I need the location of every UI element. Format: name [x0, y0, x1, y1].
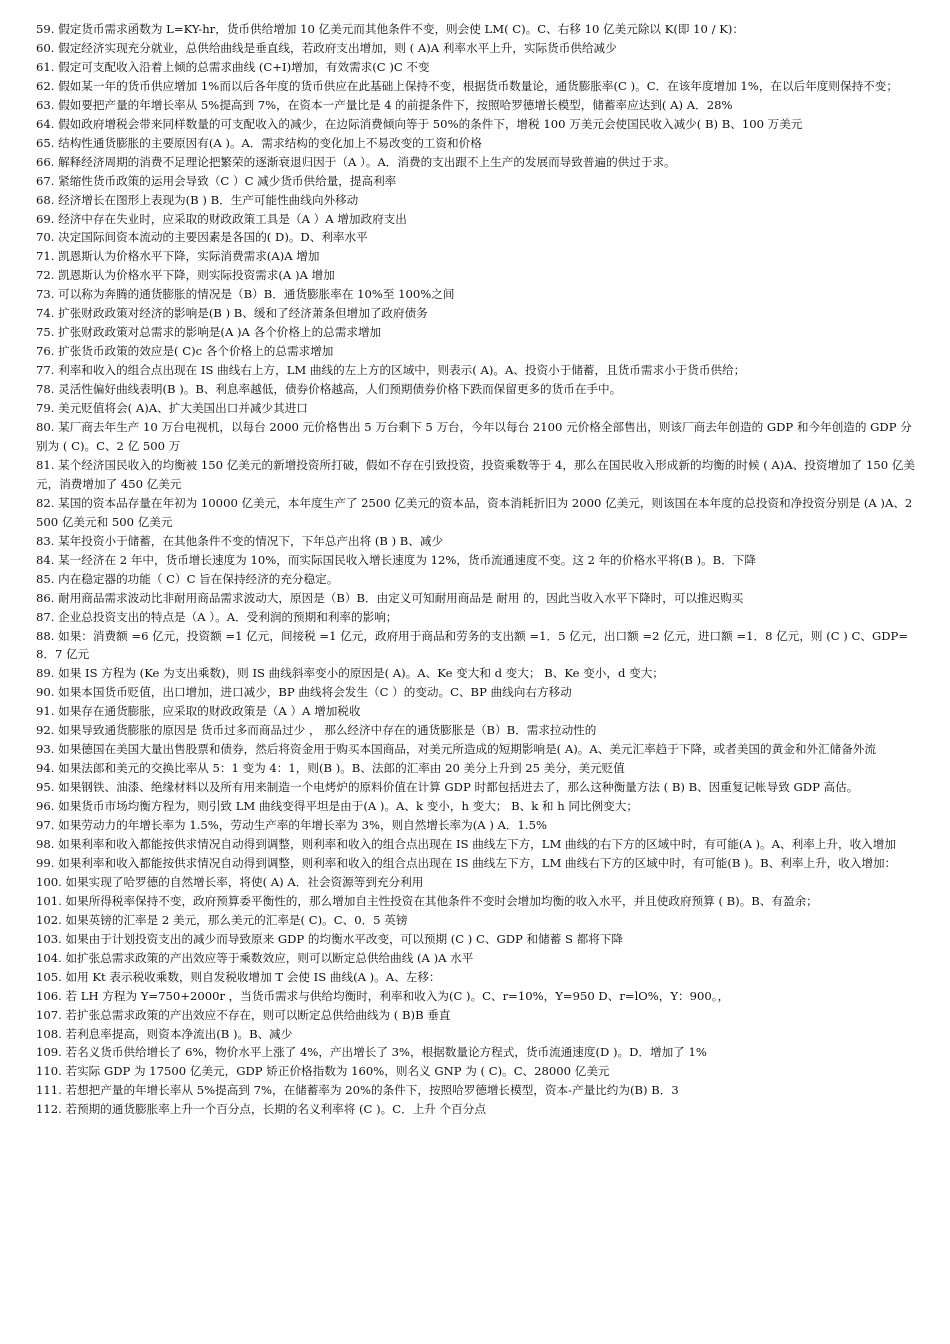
question-item: 80. 某厂商去年生产 10 万台电视机，以每台 2000 元价格售出 5 万台剩下 5 万台，今年以每台 2100 元价格全部售出，则该厂商去年创造的 GDP 和今年创造的 GDP 分别为 ( C)。C、2 亿 500 万 — [36, 420, 912, 453]
question-item: 105. 如用 Kt 表示税收乘数，则自发税收增加 T 会使 IS 曲线(A )。A、左移： — [36, 969, 441, 984]
question-item: 59. 假定货币需求函数为 L=KY-hr，货币供给增加 10 亿美元而其他条件不变，则会使 LM( C)。C、右移 10 亿美元除以 K(即 10 / K)： — [36, 22, 744, 36]
question-item: 75. 扩张财政政策对总需求的影响是(A )A 各个价格上的总需求增加 — [36, 325, 382, 340]
question-item: 69. 经济中存在失业时，应采取的财政政策工具是（A ）A 增加政府支出 — [36, 211, 407, 226]
question-item: 76. 扩张货币政策的效应是( C)c 各个价格上的总需求增加 — [36, 344, 334, 359]
question-item: 88. 如果：消费额 =6 亿元，投资额 =1 亿元，间接税 =1 亿元，政府用于商品和劳务的支出额 =1．5 亿元，出口额 =2 亿元，进口额 =1．8 亿元，则 (C ) C、GDP=8．7 亿元 — [36, 628, 909, 662]
question-item: 111. 若想把产量的年增长率从 5%提高到 7%，在储蓄率为 20%的条件下，按照哈罗德增长模型，资本-产量比约为(B) B．3 — [36, 1083, 679, 1098]
question-item: 83. 某年投资小于储蓄，在其他条件不变的情况下，下年总产出将 (B ) B、减少 — [36, 533, 444, 548]
question-item: 78. 灵活性偏好曲线表明(B )。B、利息率越低，债券价格越高，人们预期债券价格下跌而保留更多的货币在手中。 — [36, 382, 622, 397]
question-item: 109. 若名义货币供给增长了 6%，物价水平上涨了 4%，产出增长了 3%，根据数量论方程式，货币流通速度(D )。D．增加了 1% — [36, 1045, 707, 1060]
question-item: 64. 假如政府增税会带来同样数量的可支配收入的减少，在边际消费倾向等于 50%的条件下，增税 100 万美元会使国民收入减少( B) B、100 万美元 — [36, 116, 803, 131]
question-item: 100. 如果实现了哈罗德的自然增长率，将使( A) A．社会资源等到充分利用 — [36, 874, 424, 889]
question-item: 60. 假定经济实现充分就业，总供给曲线是垂直线，若政府支出增加，则 ( A)A 利率水平上升，实际货币供给减少 — [36, 40, 617, 55]
question-item: 103. 如果由于计划投资支出的减少而导致原来 GDP 的均衡水平改变，可以预期 (C ) C、GDP 和储蓄 S 都将下降 — [36, 931, 623, 946]
question-item: 99. 如果利率和收入都能按供求情况自动得到调整，则利率和收入的组合点出现在 IS 曲线左下方，LM 曲线右下方的区域中时，有可能(B )。B、利率上升，收入增加： — [36, 855, 897, 870]
question-item: 86. 耐用商品需求波动比非耐用商品需求波动大，原因是（B）B．由定义可知耐用商品是 耐用 的，因此当收入水平下降时，可以推迟购买 — [36, 590, 744, 605]
question-item: 79. 美元贬值将会( A)A、扩大美国出口并减少其进口 — [36, 401, 308, 416]
question-item: 98. 如果利率和收入都能按供求情况自动得到调整，则利率和收入的组合点出现在 IS 曲线左下方，LM 曲线的右下方的区域中时，有可能(A )。A、利率上升，收入增加 — [36, 836, 896, 851]
question-item: 104. 如扩张总需求政策的产出效应等于乘数效应，则可以断定总供给曲线 (A )A 水平 — [36, 950, 474, 965]
question-item: 70. 决定国际间资本流动的主要因素是各国的( D)。D、利率水平 — [36, 230, 368, 245]
question-item: 96. 如果货币市场均衡方程为，则引致 LM 曲线变得平坦是由于(A )。A、k 变小，h 变大； B、k 和 h 同比例变大； — [36, 799, 638, 814]
question-item: 82. 某国的资本品存量在年初为 10000 亿美元，本年度生产了 2500 亿美元的资本品，资本消耗折旧为 2000 亿美元，则该国在本年度的总投资和净投资分别是 (A )A、2500 亿美元和 500 亿美元 — [36, 495, 913, 529]
question-item: 91. 如果存在通货膨胀，应采取的财政政策是（A ）A 增加税收 — [36, 704, 361, 719]
question-item: 102. 如果英镑的汇率是 2 美元，那么美元的汇率是( C)。C、0．5 英镑 — [36, 912, 408, 927]
question-item: 112. 若预期的通货膨胀率上升一个百分点，长期的名义利率将 (C )。C．上升 个百分点 — [36, 1102, 486, 1117]
question-item: 110. 若实际 GDP 为 17500 亿美元，GDP 矫正价格指数为 160%，则名义 GNP 为 ( C)。C、28000 亿美元 — [36, 1064, 610, 1079]
question-item: 63. 假如要把产量的年增长率从 5%提高到 7%，在资本一产量比是 4 的前提条件下，按照哈罗德增长模型，储蓄率应达到( A) A．28% — [36, 97, 733, 112]
question-item: 73. 可以称为奔腾的通货膨胀的情况是（B）B．通货膨胀率在 10%至 100%之间 — [36, 287, 455, 302]
question-item: 62. 假如某一年的货币供应增加 1%而以后各年度的货币供应在此基础上保持不变，根据货币数量论，通货膨胀率(C )。C．在该年度增加 1%，在以后年度则保持不变； — [36, 78, 898, 93]
question-item: 107. 若扩张总需求政策的产出效应不存在，则可以断定总供给曲线为 ( B)B 垂直 — [36, 1007, 451, 1022]
question-item: 108. 若利息率提高，则资本净流出(B )。B、减少 — [36, 1026, 293, 1041]
question-item: 94. 如果法郎和美元的交换比率从 5：1 变为 4：1，则(B )。B、法郎的汇率由 20 美分上升到 25 美分，美元贬值 — [36, 761, 625, 776]
question-item: 72. 凯恩斯认为价格水平下降，则实际投资需求(A )A 增加 — [36, 268, 335, 283]
question-item: 97. 如果劳动力的年增长率为 1.5%，劳动生产率的年增长率为 3%，则自然增长率为(A ) A．1.5% — [36, 818, 547, 833]
question-item: 68. 经济增长在图形上表现为(B ) B．生产可能性曲线向外移动 — [36, 192, 359, 207]
question-item: 85. 内在稳定器的功能（ C）C 旨在保持经济的充分稳定。 — [36, 571, 339, 586]
question-item: 101. 如果所得税率保持不变，政府预算委平衡性的，那么增加自主性投资在其他条件不变时会增加均衡的收入水平，并且使政府预算 ( B)。B、有盈余； — [36, 893, 818, 908]
question-item: 71. 凯恩斯认为价格水平下降，实际消费需求(A)A 增加 — [36, 249, 320, 264]
question-item: 89. 如果 IS 方程为 (Ke 为支出乘数)，则 IS 曲线斜率变小的原因是( A)。A、Ke 变大和 d 变大； B、Ke 变小，d 变大； — [36, 666, 664, 681]
question-item: 74. 扩张财政政策对经济的影响是(B ) B、缓和了经济萧条但增加了政府债务 — [36, 306, 428, 321]
question-item: 61. 假定可支配收入沿着上倾的总需求曲线 (C+I)增加，有效需求(C )C 不变 — [36, 59, 430, 74]
question-item: 81. 某个经济国民收入的均衡被 150 亿美元的新增投资所打破，假如不存在引致投资，投资乘数等于 4，那么在国民收入形成新的均衡的时候 ( A)A、投资增加了 150 亿美元，消费增加了 450 亿美元 — [36, 457, 915, 491]
question-item: 67. 紧缩性货币政策的运用会导致（C ）C 减少货币供给量，提高利率 — [36, 173, 397, 188]
question-item: 90. 如果本国货币贬值，出口增加，进口减少，BP 曲线将会发生（C ）的变动。C、BP 曲线向右方移动 — [36, 685, 572, 700]
question-item: 87. 企业总投资支出的特点是（A ）。A．受利润的预期和利率的影响； — [36, 609, 398, 624]
question-item: 77. 利率和收入的组合点出现在 IS 曲线右上方，LM 曲线的左上方的区域中，则表示( A)。A、投资小于储蓄，且货币需求小于货币供给； — [36, 363, 746, 378]
question-item: 65. 结构性通货膨胀的主要原因有(A )。A．需求结构的变化加上不易改变的工资和价格 — [36, 135, 482, 150]
question-item: 106. 若 LH 方程为 Y=750+2000r ，当货币需求与供给均衡时，利率和收入为(C )。C、r=10%，Y=950 D、r=lO%，Y：900。， — [36, 988, 730, 1003]
question-item: 92. 如果导致通货膨胀的原因是 货币过多而商品过少 ， 那么经济中存在的通货膨胀是（B）B．需求拉动性的 — [36, 723, 597, 738]
question-item: 84. 某一经济在 2 年中，货币增长速度为 10%，而实际国民收入增长速度为 12%，货币流通速度不变。这 2 年的价格水平将(B )。B．下降 — [36, 552, 756, 567]
question-item: 66. 解释经济周期的消费不足理论把繁荣的逐渐衰退归因于（A ）。A．消费的支出跟不上生产的发展而导致普遍的供过于求。 — [36, 154, 676, 169]
question-item: 93. 如果德国在美国大量出售股票和债券，然后将资金用于购买本国商品，对美元所造成的短期影响是( A)。A、美元汇率趋于下降，或者美国的黄金和外汇储备外流 — [36, 742, 876, 757]
question-item: 95. 如果钢铁、油漆、绝缘材料以及所有用来制造一个电烤炉的原料价值在计算 GDP 时都包括进去了，那么这种衡量方法 ( B) B、因重复记帐导致 GDP 高估。 — [36, 780, 859, 795]
